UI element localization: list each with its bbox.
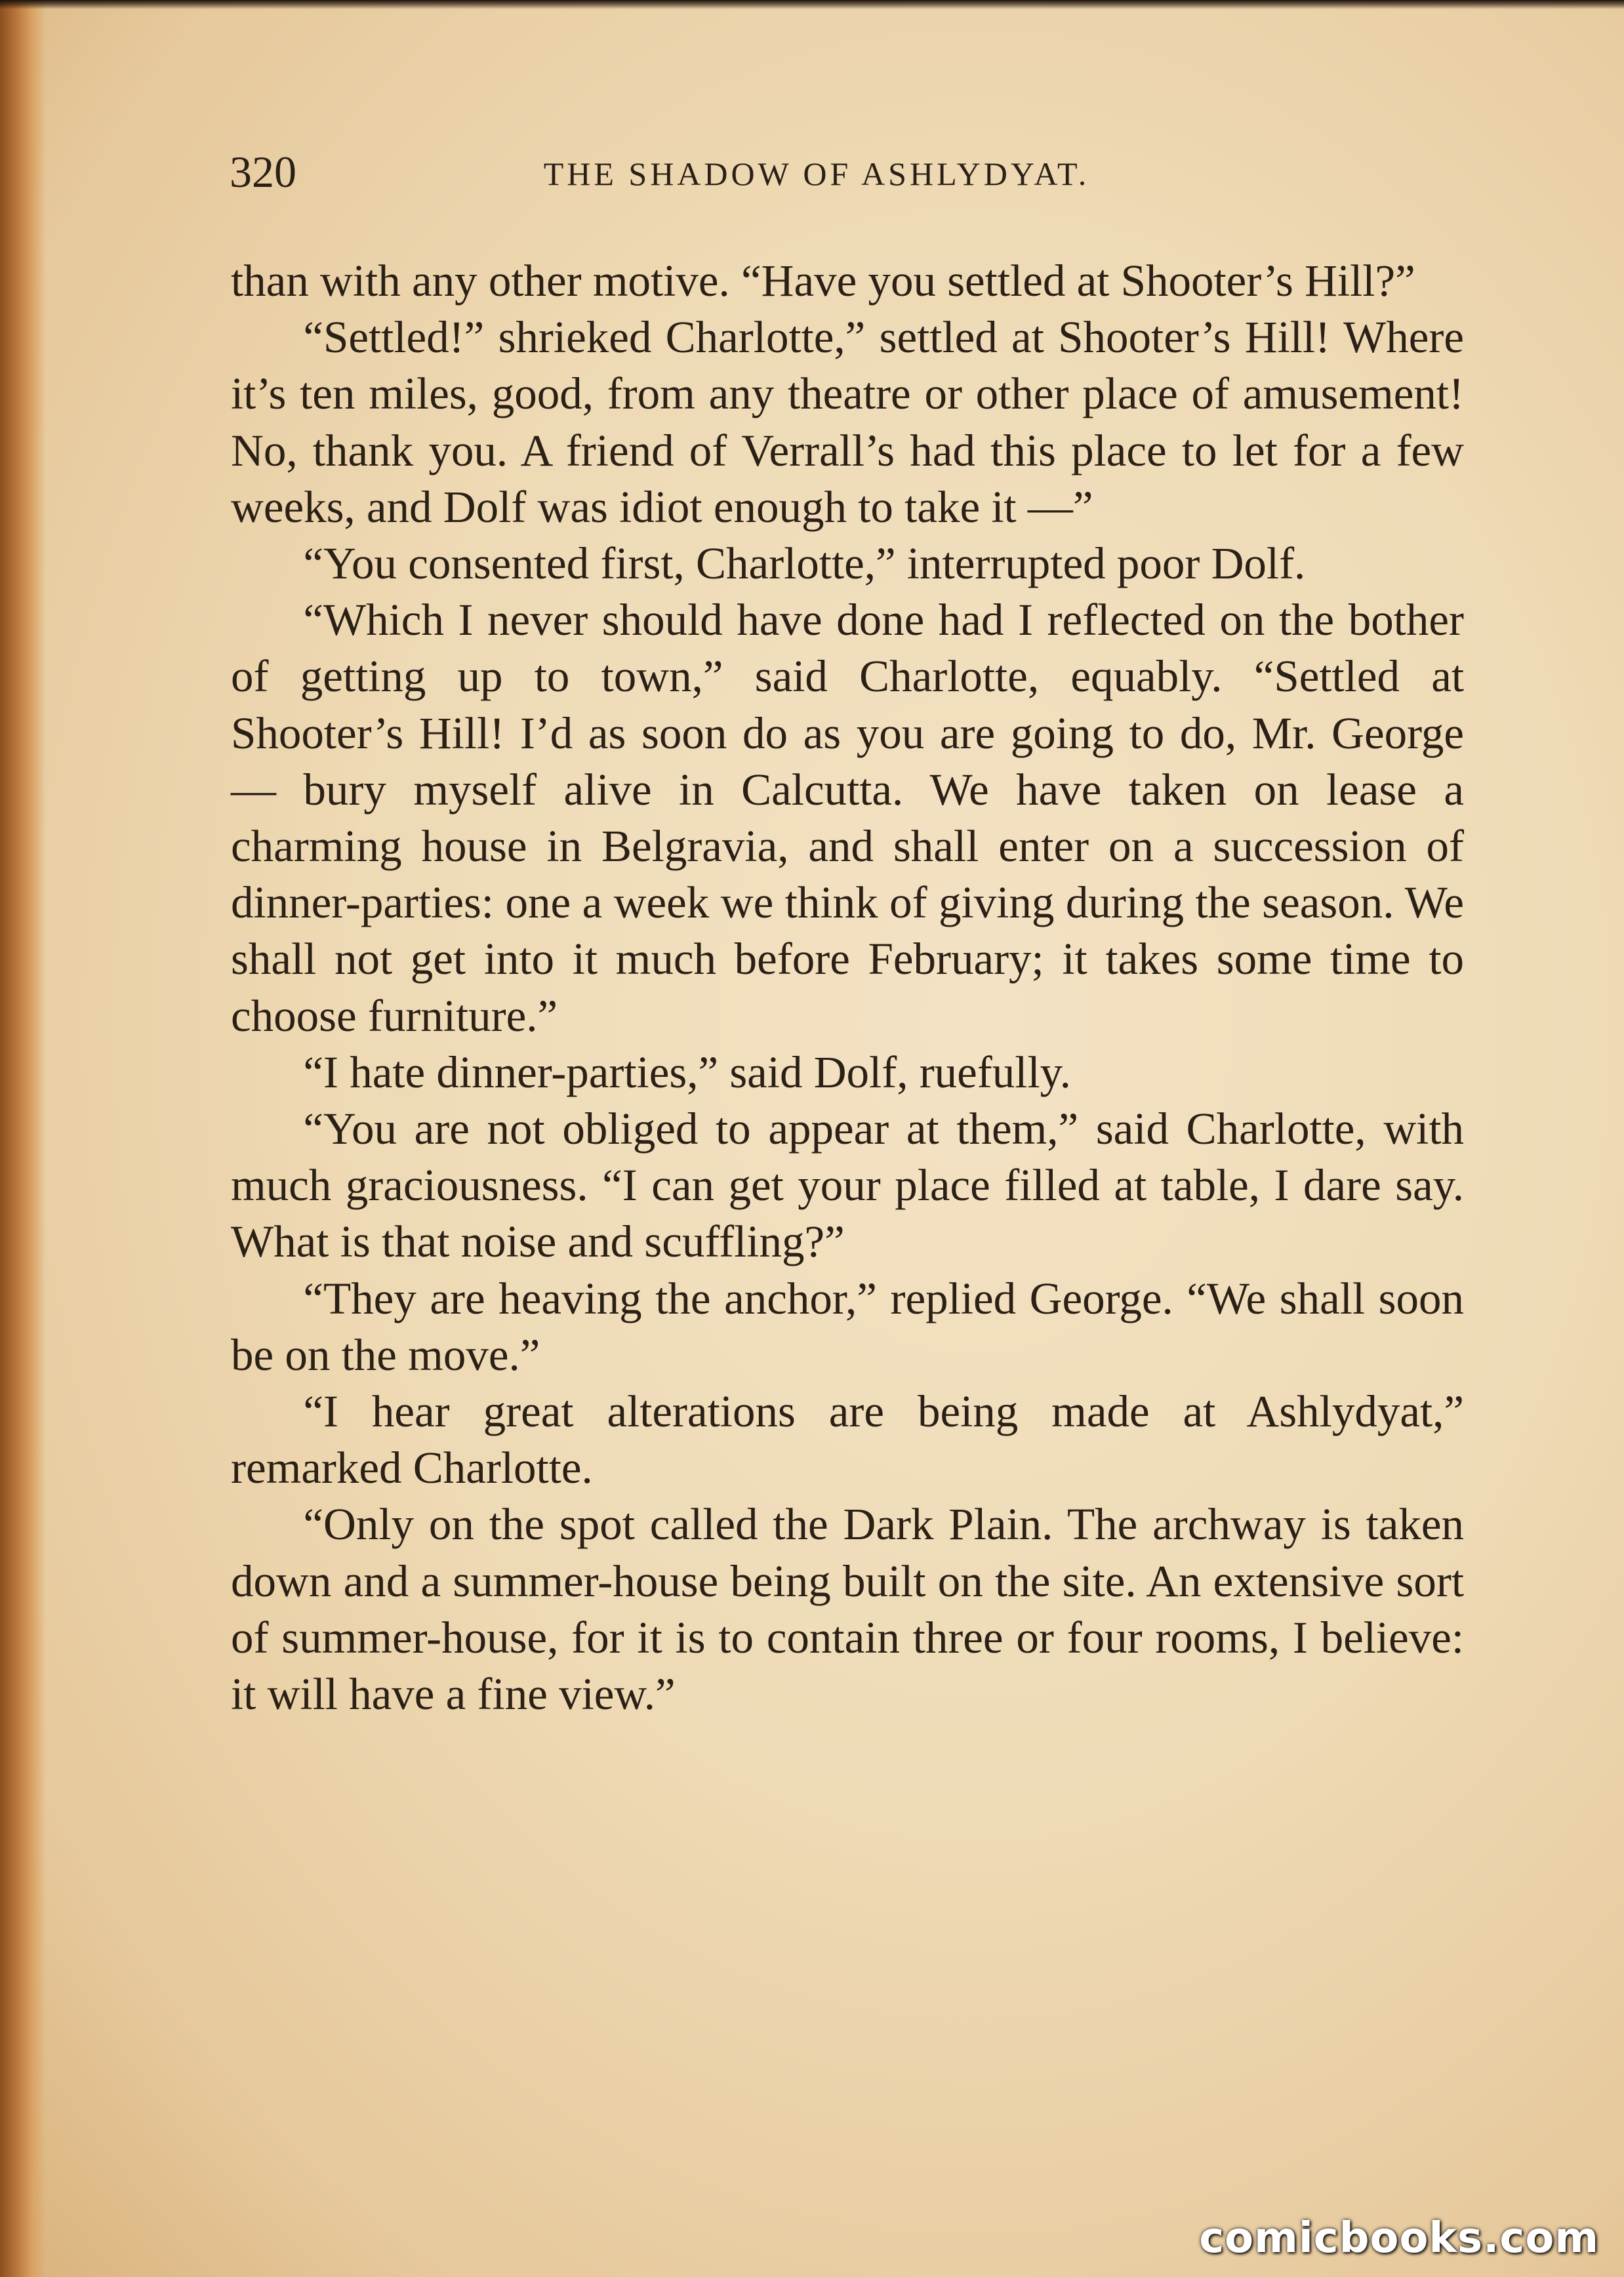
paragraph: “They are heaving the anchor,” replied George. “We shall soon be on the move.” <box>231 1273 1464 1380</box>
paragraph: “I hear great alterations are being made at Ashlydyat,” remarked Charlotte. <box>231 1386 1464 1493</box>
body-text <box>231 252 1464 1722</box>
paragraph: “You consented first, Charlotte,” interrupted poor Dolf. <box>303 538 1306 589</box>
paragraph: “You are not obliged to appear at them,” said Charlotte, with much graciousness. “I can get your place filled at table, I dare say. What is that noise and scuffling?” <box>231 1104 1464 1267</box>
book-spine-edge <box>0 0 46 2277</box>
watermark-text: comicbooks.com <box>1199 2214 1599 2263</box>
running-header <box>230 146 1404 198</box>
paragraph: “I hate dinner-parties,” said Dolf, ruefully. <box>303 1047 1071 1097</box>
paragraph: “Settled!” shrieked Charlotte,” settled at Shooter’s Hill! Where it’s ten miles, good, from any theatre or other place of amusement! No, thank you. A friend of Verrall’s had this place to let for a few weeks, and Dolf was idiot enough to take it —” <box>231 312 1464 532</box>
running-title: THE SHADOW OF ASHLYDYAT. <box>543 155 1090 192</box>
page-number: 320 <box>230 147 296 197</box>
page-top-edge <box>0 0 1624 9</box>
paragraph: “Only on the spot called the Dark Plain. The archway is taken down and a summer-house being built on the site. An extensive sort of summer-house, for it is to contain three or four rooms, I believe: it will have a fine view.” <box>231 1499 1464 1720</box>
paragraph: than with any other motive. “Have you settled at Shooter’s Hill?” <box>231 256 1415 306</box>
paragraph: “Which I never should have done had I reflected on the bother of getting up to town,” said Charlotte, equably. “Settled at Shooter’s Hill! I’d as soon do as you are going to do, Mr. George — bury myself alive in Calcutta. We have taken on lease a charming house in Belgravia, and shall enter on a succession of dinner-parties: one a week we think of giving during the season. We shall not get into it much before February; it takes some time to choose furniture.” <box>231 595 1464 1041</box>
